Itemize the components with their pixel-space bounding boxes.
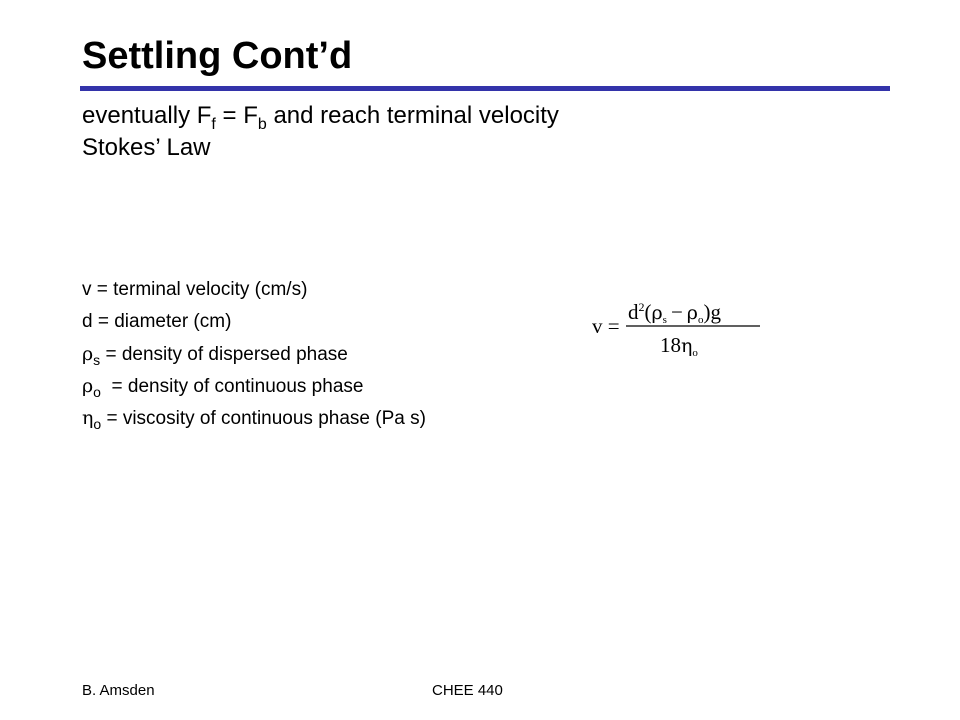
stokes-law-formula [590, 295, 765, 360]
definition-rho-s-text: = density of dispersed phase [100, 344, 348, 365]
formula-lhs: v = [592, 314, 620, 338]
definition-eta-o [82, 406, 426, 431]
line1-subscript-f: f [211, 116, 216, 133]
line1-mid: = F [215, 102, 258, 129]
body-line-terminal-velocity [82, 101, 559, 131]
body-line-stokes-law: Stokes’ Law [82, 134, 211, 161]
footer-author: B. Amsden [82, 682, 155, 699]
definition-eta-o-text: = viscosity of continuous phase (Pa s) [101, 408, 426, 429]
title-underline-bar [80, 86, 890, 91]
definition-rho-o-text: = density of continuous phase [100, 376, 364, 397]
rho-symbol: ρ [82, 375, 94, 397]
eta-symbol: η [82, 407, 94, 429]
footer-course: CHEE 440 [432, 682, 503, 699]
definition-velocity: v = terminal velocity (cm/s) [82, 279, 308, 300]
rho-subscript-o: o [93, 384, 101, 400]
formula-denominator: 18ηo [660, 333, 698, 359]
formula-numerator: $d^2(\rho s - \rho o)g$ [628, 300, 721, 326]
definition-rho-s [82, 342, 348, 367]
slide-title: Settling Cont’d [82, 35, 353, 77]
eta-subscript-o: o [93, 416, 102, 432]
definition-rho-o [82, 374, 363, 399]
line1-suffix: and reach terminal velocity [266, 102, 559, 129]
title-underline [80, 86, 890, 91]
line1-prefix: eventually F [82, 102, 212, 129]
rho-subscript-s: s [93, 352, 101, 368]
line1-subscript-b: b [257, 116, 267, 133]
rho-symbol: ρ [82, 343, 94, 365]
definition-diameter: d = diameter (cm) [82, 311, 232, 332]
